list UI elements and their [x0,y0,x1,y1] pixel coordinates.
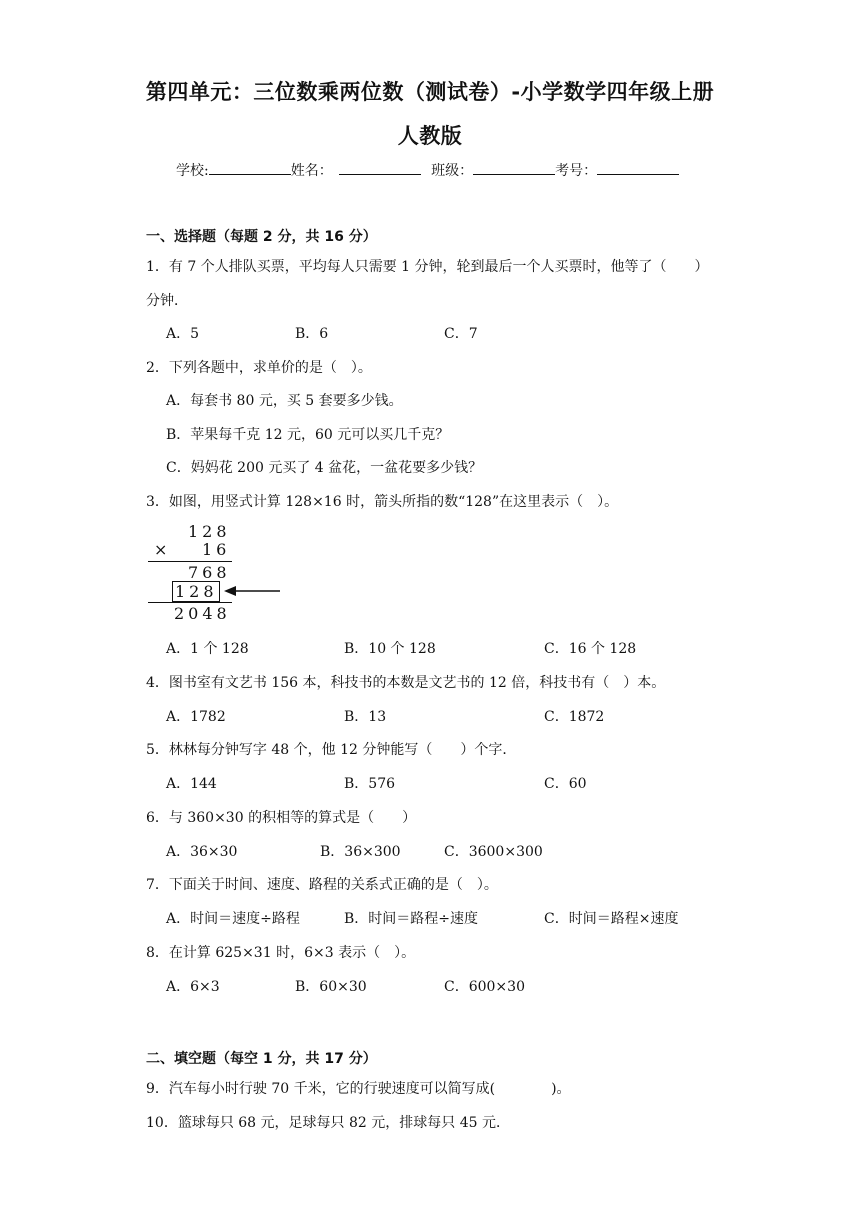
calc-rule-1 [148,561,232,562]
q2-option-c[interactable]: C．妈妈花 200 元买了 4 盆花，一盆花要多少钱？ [166,460,483,476]
document-subtitle: 人教版 [397,124,463,148]
calc-multiplier: 16 [202,540,231,559]
question-6-text: 6．与 360×30 的积相等的算式是（ ） [146,810,417,826]
q5-option-a[interactable]: A．144 [166,776,217,792]
q3-option-a[interactable]: A．1 个 128 [166,641,249,657]
calc-times-sign: × [154,540,168,559]
question-5-text: 5．林林每分钟写字 48 个，他 12 分钟能写（ ）个字． [146,742,517,758]
question-10-text: 10．篮球每只 68 元，足球每只 82 元，排球每只 45 元． [146,1115,510,1131]
q8-option-b[interactable]: B．60×30 [295,979,367,995]
q8-option-c[interactable]: C．600×30 [444,979,525,995]
class-label: 班级： [431,163,474,179]
q3-option-c[interactable]: C．16 个 128 [544,641,637,657]
question-3-text: 3．如图，用竖式计算 128×16 时，箭头所指的数“128”在这里表示（ ）。 [146,494,619,510]
q4-option-c[interactable]: C．1872 [544,709,605,725]
q3-option-b[interactable]: B．10 个 128 [344,641,436,657]
q1-option-c[interactable]: C．7 [444,326,478,342]
name-label: 姓名： [290,163,333,179]
q6-option-b[interactable]: B．36×300 [320,844,401,860]
q1-option-a[interactable]: A．5 [166,326,200,342]
student-info-line [176,159,679,180]
q5-option-c[interactable]: C．60 [544,776,587,792]
calc-partial-1: 768 [188,563,231,582]
q7-option-a[interactable]: A．时间＝速度÷路程 [166,911,300,927]
question-4-text: 4．图书室有文艺书 156 本，科技书的本数是文艺书的 12 倍，科技书有（ ）本。 [146,675,666,691]
question-1-text: 1．有 7 个人排队买票，平均每人只需要 1 分钟，轮到最后一个人买票时，他等了（ ） [146,259,709,275]
q4-option-b[interactable]: B．13 [344,709,387,725]
calc-product: 2048 [174,604,231,623]
q5-option-b[interactable]: B．576 [344,776,396,792]
calc-partial-2: 128 [175,582,218,601]
calc-rule-2 [148,602,232,603]
school-label: 学校: [176,163,209,179]
question-8-text: 8．在计算 625×31 时，6×3 表示（ ）。 [146,945,416,961]
section-fill-heading: 二、填空题（每空 1 分，共 17 分） [146,1051,377,1067]
q6-option-a[interactable]: A．36×30 [166,844,238,860]
question-7-text: 7．下面关于时间、速度、路程的关系式正确的是（ ）。 [146,877,498,893]
question-2-text: 2．下列各题中，求单价的是（ ）。 [146,360,372,376]
question-9-text: 9．汽车每小时行驶 70 千米，它的行驶速度可以简写成( )。 [146,1081,571,1097]
section-choice-heading: 一、选择题（每题 2 分，共 16 分） [146,229,377,245]
name-blank[interactable] [339,159,421,175]
q7-option-c[interactable]: C．时间＝路程×速度 [544,911,679,927]
class-blank[interactable] [473,159,555,175]
vertical-multiplication-figure [148,520,288,626]
q1-option-b[interactable]: B．6 [295,326,329,342]
q2-option-b[interactable]: B．苹果每千克 12 元，60 元可以买几千克？ [166,427,450,443]
q2-option-a[interactable]: A．每套书 80 元，买 5 套要多少钱。 [166,393,403,409]
calc-multiplicand: 128 [188,522,231,541]
arrow-left-icon [222,583,282,599]
q7-option-b[interactable]: B．时间＝路程÷速度 [344,911,479,927]
school-blank[interactable] [209,159,291,175]
document-title: 第四单元：三位数乘两位数（测试卷）-小学数学四年级上册 [145,80,715,104]
exam-number-blank[interactable] [597,159,679,175]
q8-option-a[interactable]: A．6×3 [166,979,220,995]
exam-number-label: 考号： [555,163,598,179]
q6-option-c[interactable]: C．3600×300 [444,844,543,860]
question-1-text-cont: 分钟． [146,293,188,309]
q4-option-a[interactable]: A．1782 [166,709,226,725]
